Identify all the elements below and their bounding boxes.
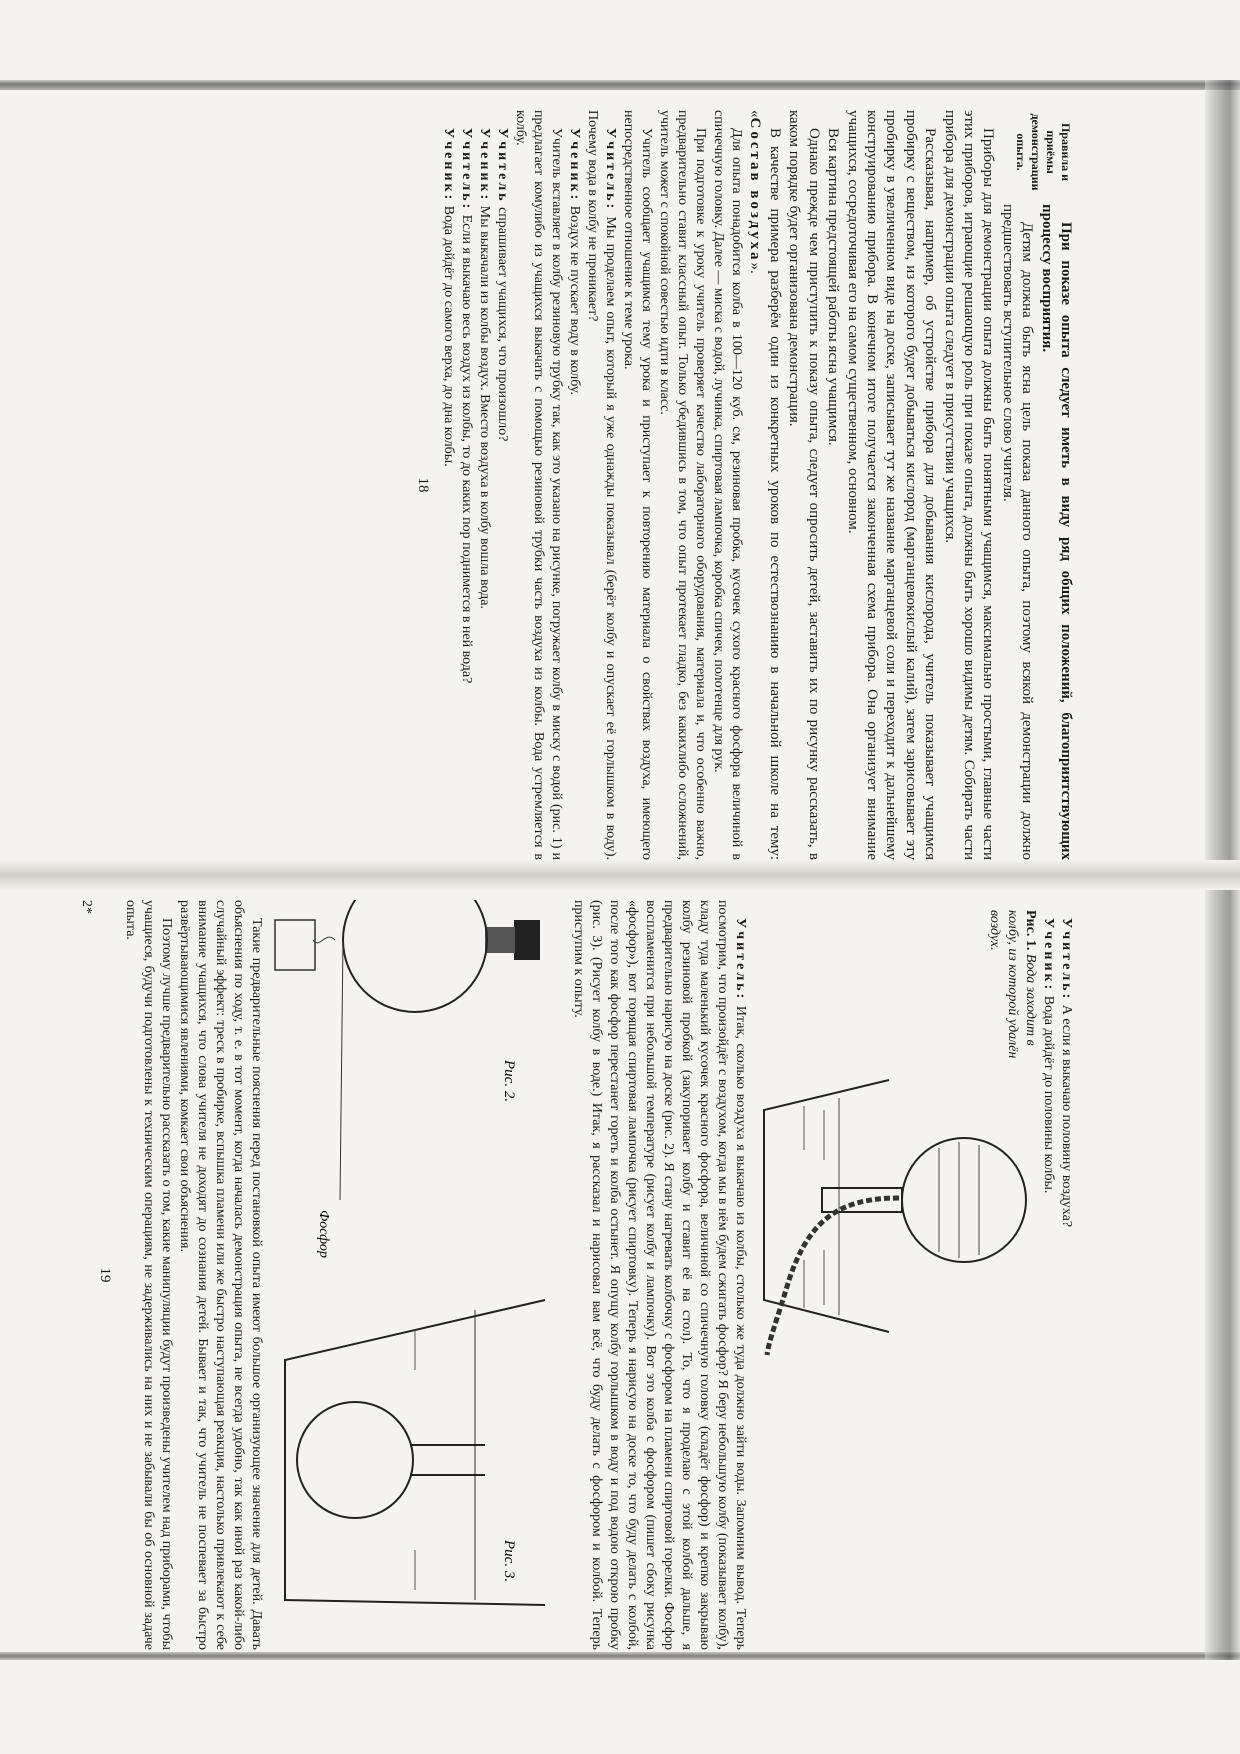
dialogue-text: Вода дойдёт до самого верха, до дна колбы. bbox=[441, 202, 457, 467]
dialogue-text: Мы проделаем опыт, который я уже однажды показывал (берёт колбу и опускает её горлышком в воду). Почему вода в колбу не проникает? bbox=[585, 110, 619, 860]
flask-in-water-illustration bbox=[759, 1070, 1039, 1370]
speaker: Ученик: bbox=[1041, 918, 1056, 993]
dialogue-line bbox=[569, 900, 749, 1650]
speaker: Учитель: bbox=[733, 918, 748, 1002]
dialogue-line bbox=[439, 110, 457, 860]
figures-2-3 bbox=[265, 900, 565, 1650]
figure-3-label: Рис. 3. bbox=[501, 1540, 517, 1583]
dialogue-text: спрашивает учащихся, что произошло? bbox=[495, 203, 511, 442]
book-gutter bbox=[0, 860, 1240, 890]
dialogue-text: Итак, сколько воздуха я выкачаю из колбы, столько же туда должно зайти воды. Запомним вывод. Теперь посмотрим, что произойдёт с воздухом, когда мы в нём будем сжигать фосфор? Я беру небольшую колбу (показывает колбу), кладу туда маленький кусочек красного фосфора, величиной со спичечную головку (кладёт фосфор) и крепко закрываю колбу резиновой пробкой (закупоривает колбу и ставит её на стол). То, что я проделаю с этой колбой дальше, я предварительно нарисую на доске (рис. 2). Я стану нагревать колбочку с фосфором на пламени спиртовой горелки. Фосфор воспламенится при небольшой температуре (рисует колбу и лампочку). Вот это колба с фосфором (пишет сбоку рисунка «фосфор»), вот горящая спиртовая лампочка (рисует спиртовку). Теперь я нарисую на доске то, что буду делать с колбой, после того как фосфор перестанет гореть и колба остынет. Я опущу колбу горлышком в воду и под водою открою пробку (рис. 3). (Рисует колбу в воде.) Итак, я рассказал и нарисовал вам всё, что буду делать с фосфором и колбой. Теперь приступим к опыту. bbox=[571, 900, 748, 1650]
lesson-section bbox=[439, 110, 745, 860]
flask-drawings bbox=[265, 900, 565, 1620]
page-19 bbox=[79, 900, 1075, 1650]
dialogue-text: Мы выкачали из колбы воздух. Вместо воздуха в колбу вошла вода. bbox=[477, 202, 493, 609]
dialogue-line bbox=[583, 110, 619, 860]
paragraph-text: ». bbox=[747, 262, 764, 274]
paragraph: Такие предварительные пояснения перед постановкой опыта имеют большое организующее значение для детей. Давать объяснения по ходу, т. е. в тот момент, когда началась демонстрация опыта, не всегда удобно, так как иной раз какой-либо случайный эффект: треск в пробирке, вспышка пламени или же быстро наступающая реакция, настолько привлекают к себе внимание учащихся, что слова учителя не доходят до сознания детей. Бывает и так, что учитель не поспевает за быстро развёртывающимися явлениями, комкает свои объяснения. bbox=[177, 900, 264, 1650]
speaker: Учитель: bbox=[459, 128, 475, 212]
signature-mark: 2* bbox=[79, 900, 94, 914]
dialogue-line bbox=[565, 110, 583, 860]
page-number: 18 bbox=[415, 477, 432, 493]
figure-2-drawing bbox=[275, 900, 540, 1200]
side-note: Правила и приёмы демонстрации опыта. bbox=[1014, 113, 1073, 191]
paragraph: Учитель вставляет в колбу резиновую трубку так, как это указано на рисунке, погружает колбу в миску с водой (рис. 1) и предлагает комулибо из учащихся выкачать с помощью резиновой трубки часть воздуха из колбы. Вода устремляется в колбу. bbox=[513, 110, 565, 860]
dialogue-text: Воздух не пускает воду в колбу. bbox=[567, 202, 583, 395]
speaker: Учитель: bbox=[603, 128, 619, 212]
dialogue-line bbox=[457, 110, 475, 860]
speaker: Ученик: bbox=[477, 128, 493, 203]
page-number: 19 bbox=[97, 1267, 113, 1283]
lead-paragraph: При показе опыта следует иметь в виду ряд общих положений, благоприятствующих процессу восприятия. bbox=[1038, 204, 1074, 860]
dialogue-text: Если я выкачаю весь воздух из колбы, то до каких пор поднимется в ней вода? bbox=[459, 211, 475, 684]
dialogue-line bbox=[475, 110, 493, 860]
page-edge-bottom bbox=[0, 1652, 1240, 1660]
page-edge-top bbox=[0, 80, 1240, 90]
figure-1-caption bbox=[985, 910, 1039, 1060]
figure-1 bbox=[749, 900, 1039, 1650]
dialogue-text: Вода дойдёт до половины колбы. bbox=[1041, 992, 1056, 1194]
paragraph-text: В качестве примера разберём один из конкретных уроков по естествознанию в начальной школе на тему: « bbox=[747, 110, 783, 860]
figure-1-caption-text: Вода заходит в колбу, из которой удалён воздух. bbox=[987, 910, 1038, 1059]
dialogue-line bbox=[493, 110, 511, 860]
phosphor-label: Фосфор bbox=[316, 1210, 331, 1258]
paragraph: Вся картина предстоящей работы ясна учащимся. bbox=[825, 128, 842, 446]
lesson-topic: Состав воздуха bbox=[747, 117, 764, 263]
paragraph: Для опыта понадобится колба в 100—120 куб. см, резиновая пробка, кусочек сухого красного фосфора величиной в спичечную головку. Далее — миска с водой, лучинка, спиртовая лампочка, коробка спичек, полотенце для рук. bbox=[711, 110, 745, 860]
dialogue-line bbox=[1039, 900, 1057, 1650]
speaker: Учитель: bbox=[1059, 918, 1074, 1002]
figure-2-label: Рис. 2. bbox=[501, 1060, 517, 1103]
paragraph bbox=[745, 110, 784, 860]
dialogue-text: А если я выкачаю половину воздуха? bbox=[1059, 1001, 1074, 1228]
speaker: Ученик: bbox=[567, 128, 583, 203]
paragraph: Рассказывая, например, об устройстве прибора для добывания кислорода, учитель показывает учащимся пробирку с веществом, из которого будет добываться кислород (марганцевокислый калий), затем зарисовывает эту пробирку в увеличенном виде на доске, записывает тут же название марганцевой соли и переходит к дальнейшему конструированию прибора. В конечном итоге получается законченная схема прибора. Она организует внимание учащихся, сосредоточивая его на самом существенном, основном. bbox=[844, 110, 939, 860]
speaker: Учитель bbox=[495, 128, 511, 204]
page-18 bbox=[0, 110, 1075, 860]
dialogue-line bbox=[1057, 900, 1075, 1650]
figure-1-label: Рис. 1. bbox=[1023, 910, 1038, 951]
speaker: Ученик: bbox=[441, 128, 457, 203]
paragraph: При подготовке к уроку учитель проверяет качество лабораторного оборудования, материала и, что особенно важно, предварительно ставит классный опыт. Только убедившись в том, что опыт протекает гладко, без какихлибо осложнений, учитель может с спокойной совестью идти в класс. bbox=[657, 110, 709, 860]
paragraph: Однако прежде чем приступить к показу опыта, следует опросить детей, заставить их по рисунку рассказать, в каком порядке будет организована демонстрация. bbox=[786, 110, 822, 860]
paragraph: Приборы для демонстрации опыта должны быть понятными учащимся, максимально простыми, главные части этих приборов, играющие решающую роль при показе опыта, должны быть хорошо видимы детям. Собирать части прибора для демонстрации опыта следует в присутствии учащихся. bbox=[941, 110, 997, 860]
paragraph: Учитель сообщает учащимся тему урока и приступает к повторению материала о свойствах воздуха, имеющего непосредственное отношение к теме урока. bbox=[621, 110, 655, 860]
paragraph: Детям должна быть ясна цель показа данного опыта, поэтому всякой демонстрации должно предшествовать вступительное слово учителя. bbox=[999, 204, 1036, 860]
paragraph: Поэтому лучше предварительно рассказать о том, какие манипуляции будут произведены учителем над приборами, чтобы учащиеся, будучи подготовлены к техническим операциям, не задерживались на них и не забывали бы об основной задаче опыта. bbox=[123, 900, 174, 1650]
